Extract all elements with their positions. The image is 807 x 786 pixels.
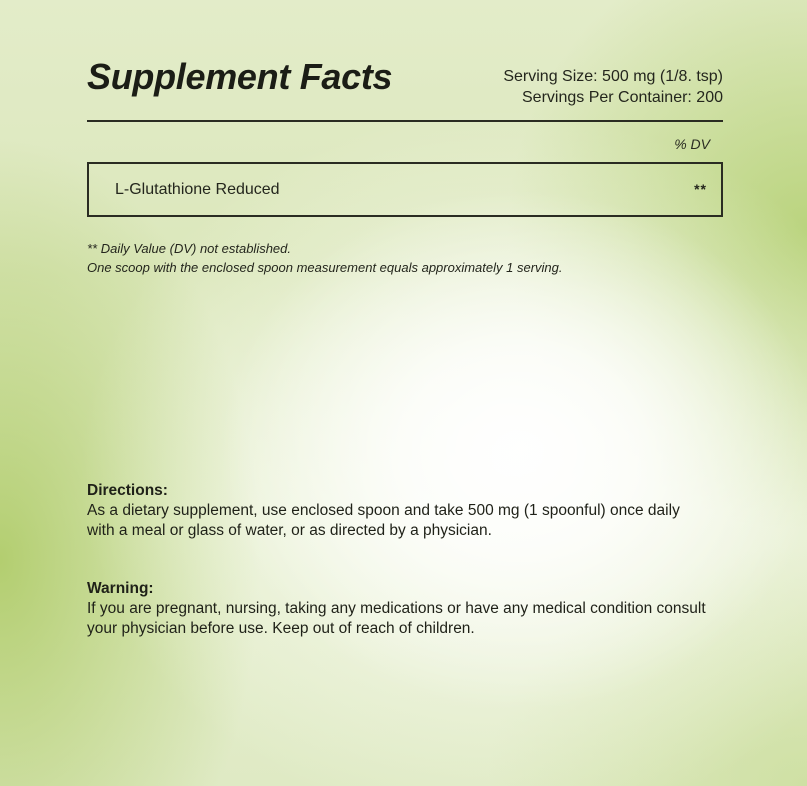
- ingredient-name: L-Glutathione Reduced: [115, 181, 280, 198]
- header-divider: [87, 120, 723, 122]
- warning-section: [87, 579, 737, 639]
- directions-line: with a meal or glass of water, or as directed by a physician.: [87, 522, 492, 539]
- directions-section: [87, 481, 737, 541]
- footnotes: [87, 239, 563, 277]
- dv-column-header: % DV: [674, 136, 710, 152]
- directions-heading: Directions:: [87, 482, 168, 499]
- serving-info: [503, 66, 723, 108]
- footnote-dv: ** Daily Value (DV) not established.: [87, 241, 292, 256]
- directions-text: [87, 501, 737, 541]
- warning-line: your physician before use. Keep out of reach of children.: [87, 620, 475, 637]
- warning-line: If you are pregnant, nursing, taking any medications or have any medical condition consult: [87, 600, 706, 617]
- ingredient-table: [87, 162, 723, 217]
- directions-line: As a dietary supplement, use enclosed spoon and take 500 mg (1 spoonful) once daily: [87, 502, 680, 519]
- ingredient-dv: **: [694, 181, 707, 197]
- supplement-facts-title: Supplement Facts: [87, 56, 393, 97]
- servings-per-container: Servings Per Container: 200: [522, 89, 723, 106]
- footnote-serving: One scoop with the enclosed spoon measurement equals approximately 1 serving.: [87, 260, 563, 275]
- serving-size: Serving Size: 500 mg (1/8. tsp): [503, 68, 723, 85]
- warning-text: [87, 599, 737, 639]
- warning-heading: Warning:: [87, 580, 154, 597]
